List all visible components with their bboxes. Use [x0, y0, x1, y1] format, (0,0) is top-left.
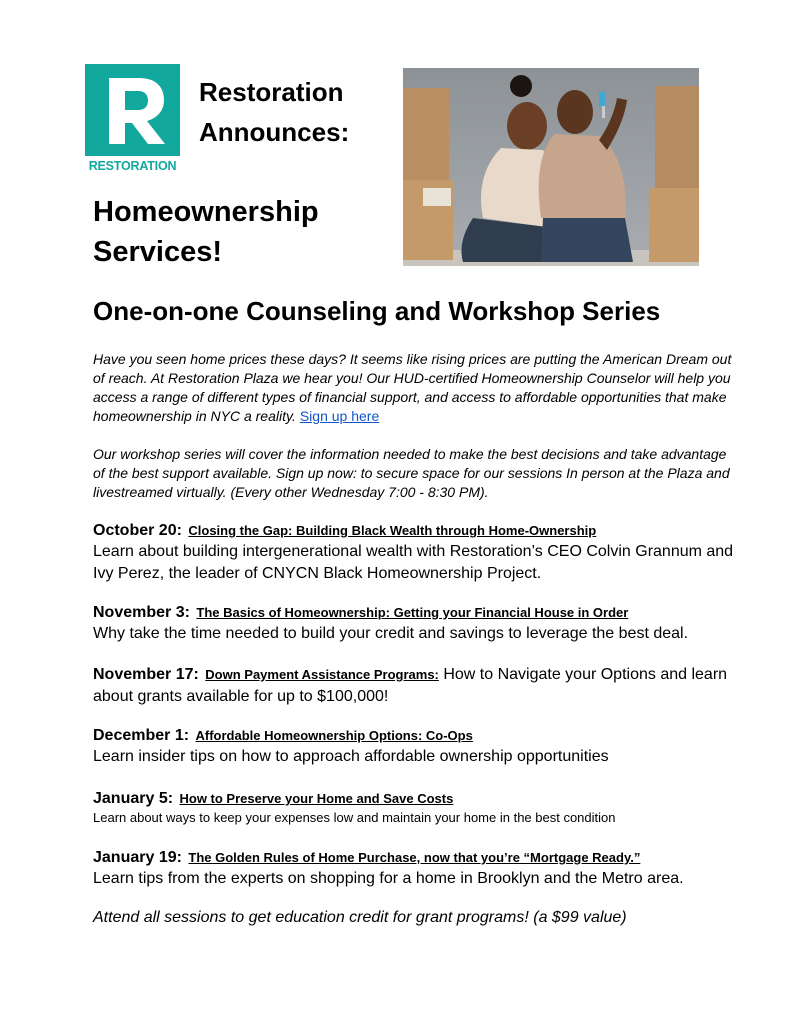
session-description: Learn about building intergenerational wealth with Restoration’s CEO Colvin Grannum and Ivy Perez, the leader of CNYCN Black Homeownership Project. — [93, 543, 734, 582]
intro-paragraph-2: Our workshop series will cover the information needed to make the best decisions and take advantage of the best support available. Sign up now: to secure space for our sessions In person at the Plaza and livestreamed virtually. (Every other Wednesday 7:00 - 8:30 PM). — [93, 446, 730, 500]
announcement-heading — [199, 72, 349, 152]
session-description: and learn about grants available for up to $100,000! — [93, 666, 728, 705]
session-item — [93, 521, 743, 585]
session-description: Learn about ways to keep your expenses low and maintain your home in the best condition — [93, 810, 616, 825]
page-title — [93, 192, 319, 272]
logo-mark — [85, 64, 180, 156]
title-line-1: Homeownership — [93, 196, 319, 228]
session-title-link[interactable]: The Golden Rules of Home Purchase, now that you’re “Mortgage Ready.” — [188, 850, 641, 865]
session-title-link[interactable]: The Basics of Homeownership: Getting your Financial House in Order — [196, 605, 629, 620]
session-date: January 19: — [93, 849, 182, 866]
session-item — [93, 726, 743, 768]
session-title-link[interactable]: Affordable Homeownership Options: Co-Ops — [195, 728, 473, 743]
session-item — [93, 848, 743, 890]
session-title-link[interactable]: Down Payment Assistance Programs: — [205, 667, 439, 682]
session-item — [93, 603, 743, 645]
couple-photo — [403, 68, 699, 266]
session-title-link[interactable]: How to Preserve your Home and Save Costs — [179, 791, 454, 806]
announce-line-2: Announces: — [199, 117, 350, 147]
session-item — [93, 789, 743, 827]
session-description: Learn tips from the experts on shopping for a home in Brooklyn and the Metro area. — [93, 870, 684, 887]
session-item — [93, 664, 743, 708]
intro-paragraph-1 — [93, 350, 733, 426]
session-date: November 3: — [93, 604, 190, 621]
session-description: Why take the time needed to build your credit and savings to leverage the best deal. — [93, 625, 689, 642]
r-letter-icon — [85, 64, 180, 156]
title-line-2: Services! — [93, 236, 222, 268]
session-description: Learn insider tips on how to approach affordable ownership opportunities — [93, 748, 609, 765]
session-date: December 1: — [93, 727, 190, 744]
session-subtitle: How to Navigate your Options — [443, 666, 656, 683]
logo-caption: RESTORATION — [88, 159, 177, 173]
session-date: November 17: — [93, 666, 199, 683]
session-title-link[interactable]: Closing the Gap: Building Black Wealth through Home-Ownership — [188, 523, 597, 538]
restoration-logo — [85, 64, 180, 173]
subtitle: One-on-one Counseling and Workshop Series — [93, 296, 661, 326]
session-date: January 5: — [93, 790, 174, 807]
announce-line-1: Restoration — [199, 77, 344, 107]
closing-note: Attend all sessions to get education credit for grant programs! (a $99 value) — [93, 909, 627, 926]
sign-up-link[interactable]: Sign up here — [299, 408, 380, 424]
couple-with-keys-image — [403, 68, 699, 266]
session-date: October 20: — [93, 522, 182, 539]
intro-text-1: Have you seen home prices these days? It seems like rising prices are putting the American Dream out of reach. At Restoration Plaza we hear you! Our HUD-certified Homeownership Counselor will help you access a range of different types of financial support, and access to affordable opportunities that make homeownership in NYC a reality. — [93, 351, 732, 424]
